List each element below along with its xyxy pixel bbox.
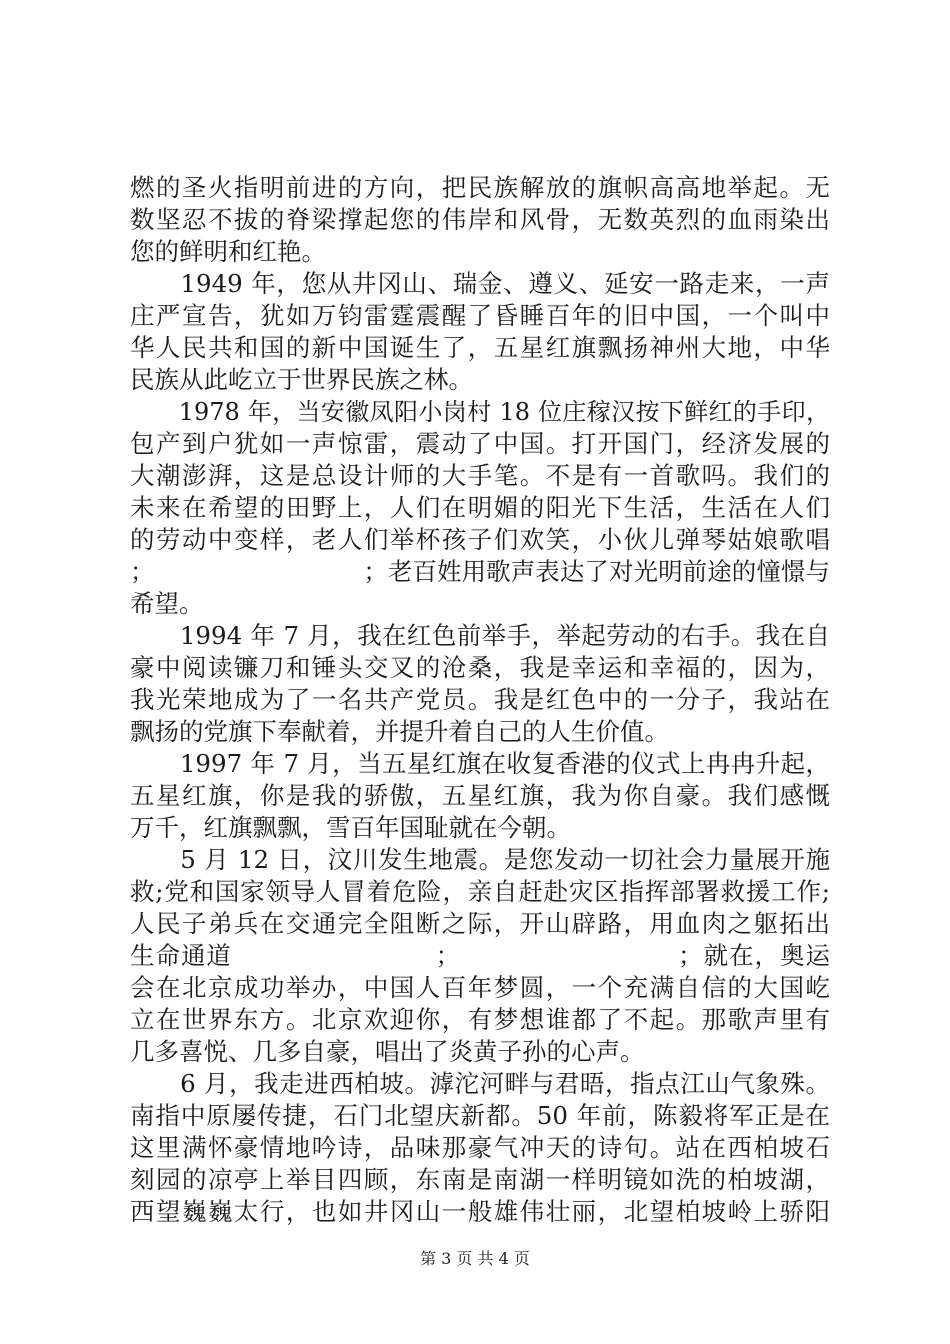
text-line: 西望巍巍太行，也如井冈山一般雄伟壮丽，北望柏坡岭上骄阳 — [130, 1197, 830, 1226]
text-line: 1978 年，当安徽凤阳小岗村 18 位庄稼汉按下鲜红的手印， — [130, 398, 830, 426]
text-line: 华人民共和国的新中国诞生了，五星红旗飘扬神州大地，中华 — [130, 333, 830, 362]
text-line: 生命通道 ； ；就在，奥运 — [130, 941, 830, 970]
text-line: 人民子弟兵在交通完全阻断之际，开山辟路，用血肉之躯拓出 — [130, 909, 830, 938]
text-line: 庄严宣告，犹如万钧雷霆震醒了昏睡百年的旧中国，一个叫中 — [130, 301, 830, 330]
text-line: 我光荣地成为了一名共产党员。我是红色中的一分子，我站在 — [130, 685, 830, 714]
text-line: 南指中原屡传捷，石门北望庆新都。50 年前，陈毅将军正是在 — [130, 1101, 830, 1130]
text-line: 飘扬的党旗下奉献着，并提升着自己的人生价值。 — [130, 717, 669, 746]
text-line: 燃的圣火指明前进的方向，把民族解放的旗帜高高地举起。无 — [130, 173, 830, 202]
document-body — [130, 172, 830, 1228]
text-line: 这里满怀豪情地吟诗，品味那豪气冲天的诗句。站在西柏坡石 — [130, 1133, 830, 1162]
text-line: 1949 年，您从井冈山、瑞金、遵义、延安一路走来，一声 — [130, 269, 830, 298]
text-line: 民族从此屹立于世界民族之林。 — [130, 365, 473, 394]
text-line: 数坚忍不拔的脊梁撑起您的伟岸和风骨，无数英烈的血雨染出 — [130, 205, 830, 234]
page-number-label: 第 3 页 共 4 页 — [420, 1249, 530, 1268]
text-line: 几多喜悦、几多自豪，唱出了炎黄子孙的心声。 — [130, 1037, 645, 1066]
text-line: 会在北京成功举办，中国人百年梦圆，一个充满自信的大国屹 — [130, 973, 830, 1002]
text-line: 刻园的凉亭上举目四顾，东南是南湖一样明镜如洗的柏坡湖， — [130, 1165, 830, 1194]
text-line: 万千，红旗飘飘，雪百年国耻就在今朝。 — [130, 813, 571, 842]
text-line: 包产到户犹如一声惊雷，震动了中国。打开国门，经济发展的 — [130, 429, 830, 458]
text-line: 五星红旗，你是我的骄傲，五星红旗，我为你自豪。我们感慨 — [130, 781, 830, 810]
text-line: 1997 年 7 月，当五星红旗在收复香港的仪式上冉冉升起， — [130, 749, 830, 778]
text-line: 未来在希望的田野上，人们在明媚的阳光下生活，生活在人们 — [130, 493, 830, 522]
text-line: ； ；老百姓用歌声表达了对光明前途的憧憬与 — [130, 557, 830, 586]
text-line: 救;党和国家领导人冒着危险，亲自赶赴灾区指挥部署救援工作; — [130, 877, 830, 906]
text-line: 您的鲜明和红艳。 — [130, 237, 326, 266]
text-line: 希望。 — [130, 589, 204, 618]
text-line: 豪中阅读镰刀和锤头交叉的沧桑，我是幸运和幸福的，因为， — [130, 653, 830, 682]
text-line: 立在世界东方。北京欢迎你，有梦想谁都了不起。那歌声里有 — [130, 1005, 830, 1034]
text-line: 的劳动中变样，老人们举杯孩子们欢笑，小伙儿弹琴姑娘歌唱 — [130, 525, 830, 554]
text-line: 1994 年 7 月，我在红色前举手，举起劳动的右手。我在自 — [130, 621, 830, 650]
page-footer — [0, 1246, 950, 1269]
text-line: 大潮澎湃，这是总设计师的大手笔。不是有一首歌吗。我们的 — [130, 461, 830, 490]
text-line: 5 月 12 日，汶川发生地震。是您发动一切社会力量展开施 — [130, 845, 830, 874]
text-line: 6 月，我走进西柏坡。滹沱河畔与君晤，指点江山气象殊。 — [130, 1069, 830, 1098]
